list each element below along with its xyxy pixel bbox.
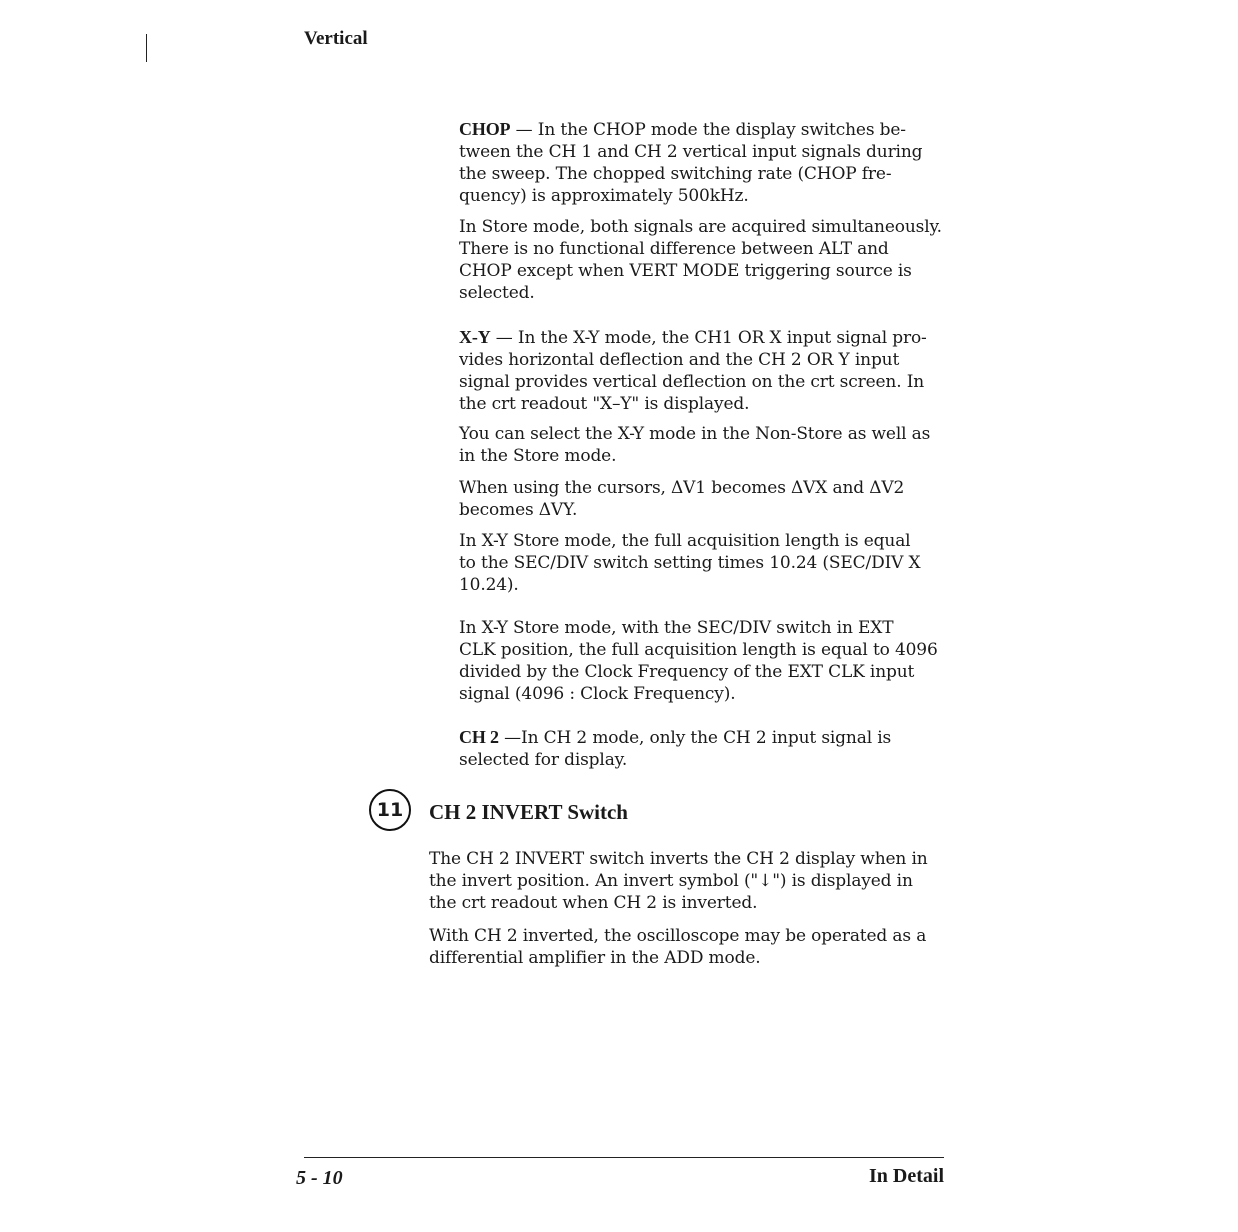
invert-paragraph-1: The CH 2 INVERT switch inverts the CH 2 display when in the invert position. An invert symbol ("↓") is displayed in the crt readout when CH 2 is inverted. — [429, 849, 928, 913]
margin-change-bar — [146, 34, 147, 62]
invert-switch-heading: CH 2 INVERT Switch — [429, 800, 628, 824]
section-header: Vertical — [304, 28, 368, 49]
xy-term: X-Y — [459, 327, 491, 347]
callout-number-badge: 11 — [369, 789, 411, 831]
chop-term: CHOP — [459, 119, 511, 139]
store-mode-paragraph: In Store mode, both signals are acquired simultaneously. There is no functional difference between ALT and CHOP except when VERT MODE triggering source is selected. — [459, 217, 942, 303]
xy-extclk-paragraph: In X-Y Store mode, with the SEC/DIV switch in EXT CLK position, the full acquisition length is equal to 4096 divided by the Clock Frequency of the EXT CLK input signal (4096 : Clock Frequency). — [459, 618, 938, 704]
chop-paragraph: CHOP — In the CHOP mode the display switches be- tween the CH 1 and CH 2 vertical input signals during the sweep. The chopped switching rate (CHOP fre- quency) is approximately 500kHz. — [459, 119, 923, 206]
xy-store-length-paragraph: In X-Y Store mode, the full acquisition length is equal to the SEC/DIV switch setting times 10.24 (SEC/DIV X 10.24). — [459, 531, 921, 595]
xy-paragraph: X-Y — In the X-Y mode, the CH1 OR X input signal pro- vides horizontal deflection and the CH 2 OR Y input signal provides vertical deflection on the crt screen. In the crt readout "X–Y" is displayed. — [459, 327, 927, 414]
xy-cursors-paragraph: When using the cursors, ΔV1 becomes ΔVX and ΔV2 becomes ΔVY. — [459, 478, 905, 520]
xy-select-paragraph: You can select the X-Y mode in the Non-Store as well as in the Store mode. — [459, 424, 931, 466]
ch2-paragraph: CH 2 —In CH 2 mode, only the CH 2 input signal is selected for display. — [459, 727, 892, 770]
page-number: 5 - 10 — [296, 1167, 343, 1189]
invert-paragraph-2: With CH 2 inverted, the oscilloscope may be operated as a differential amplifier in the ADD mode. — [429, 926, 927, 968]
ch2-term: CH 2 — [459, 727, 499, 747]
footer-title: In Detail — [869, 1165, 944, 1187]
footer-rule — [304, 1157, 944, 1158]
